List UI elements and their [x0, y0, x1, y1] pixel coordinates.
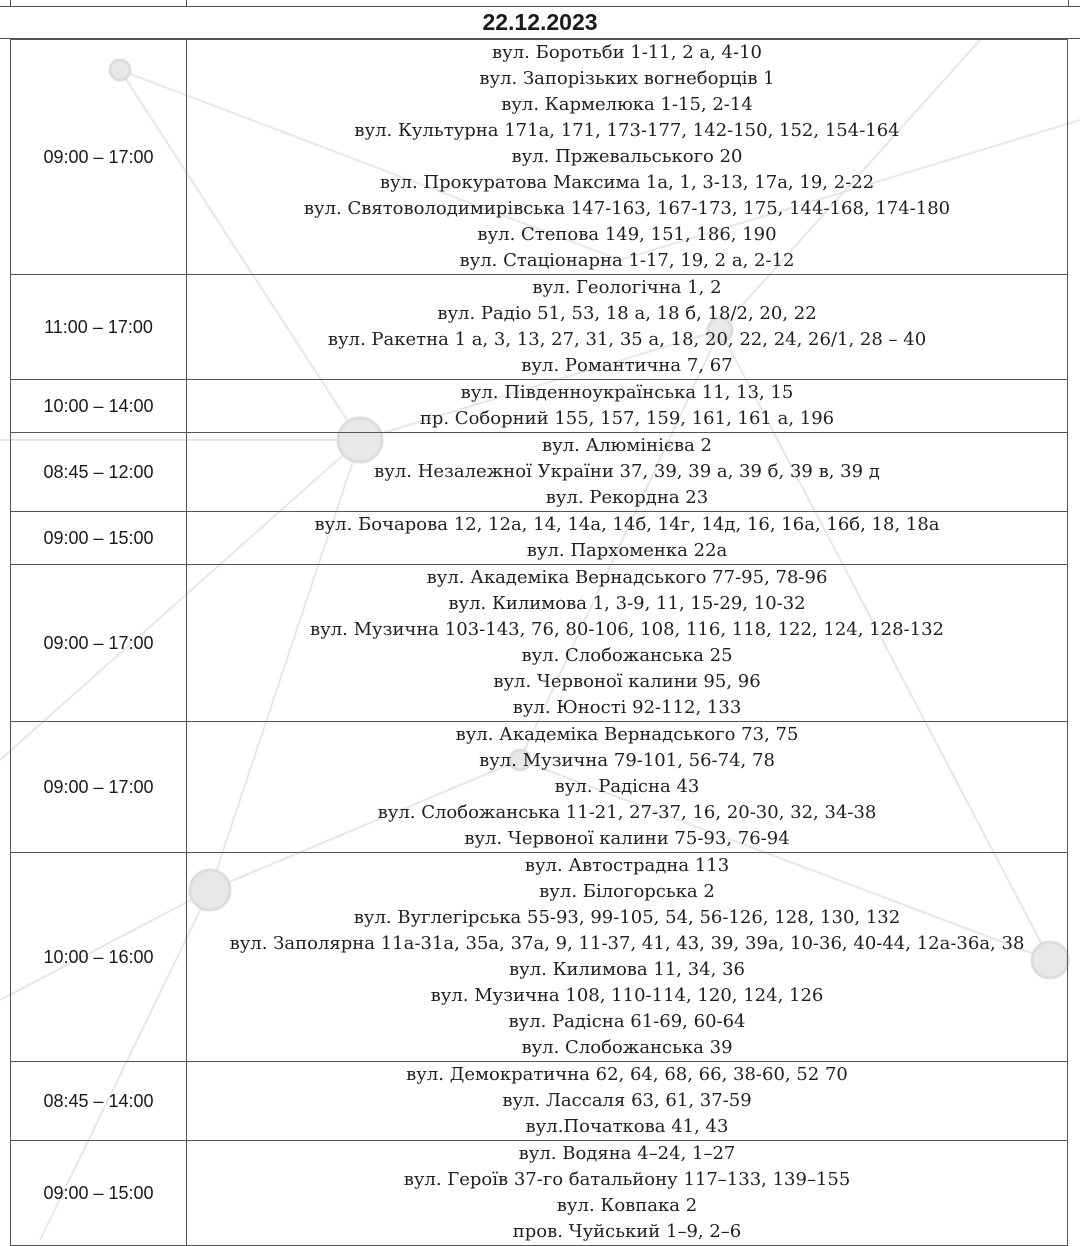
street-address-line: вул.Початкова 41, 43 [525, 1116, 729, 1137]
streets-cell [187, 853, 1068, 1062]
street-address-line: вул. Академіка Вернадського 77-95, 78-96 [426, 567, 828, 588]
street-address-line: вул. Килимова 1, 3-9, 11, 15-29, 10-32 [448, 593, 806, 614]
street-address-line: вул. Музична 108, 110-114, 120, 124, 126 [430, 985, 824, 1006]
schedule-row [11, 853, 1068, 1062]
street-address-line: вул. Музична 79-101, 56-74, 78 [479, 750, 775, 771]
street-address-line: вул. Південноукраїнська 11, 13, 15 [460, 382, 794, 403]
street-address-line: вул. Килимова 11, 34, 36 [509, 959, 745, 980]
streets-cell [187, 565, 1068, 722]
streets-cell [187, 1141, 1068, 1246]
street-address-line: вул. Прокуратова Максима 1а, 1, 3-13, 17а, 19, 2-22 [379, 172, 875, 193]
street-address-line: вул. Заполярна 11а-31а, 35а, 37а, 9, 11-37, 41, 43, 39, 39а, 10-36, 40-44, 12а-36а, 38 [229, 933, 1025, 954]
schedule-row [11, 1141, 1068, 1246]
streets-cell [187, 275, 1068, 380]
street-address-line: вул. Радісна 61-69, 60-64 [508, 1011, 746, 1032]
schedule-row [11, 1062, 1068, 1141]
time-range-cell: 10:00 – 14:00 [11, 380, 187, 433]
street-address-line: пров. Чуйський 1–9, 2–6 [512, 1221, 742, 1242]
street-address-line: вул. Червоної калини 75-93, 76-94 [464, 828, 790, 849]
time-range-cell: 09:00 – 17:00 [11, 565, 187, 722]
street-address-line: вул. Стаціонарна 1-17, 19, 2 а, 2-12 [459, 250, 795, 271]
street-address-line: вул. Романтична 7, 67 [521, 355, 733, 376]
street-address-line: вул. Боротьби 1-11, 2 а, 4-10 [491, 42, 762, 63]
streets-cell [187, 433, 1068, 512]
streets-cell [187, 1062, 1068, 1141]
street-address-line: вул. Пархоменка 22а [526, 540, 728, 561]
street-address-line: вул. Білогорська 2 [539, 881, 715, 902]
schedule-row [11, 275, 1068, 380]
street-address-line: вул. Запорізьких вогнеборців 1 [479, 68, 775, 89]
date-header: 22.12.2023 [0, 6, 1080, 39]
street-address-line: вул. Демократична 62, 64, 68, 66, 38-60, 52 70 [406, 1064, 848, 1085]
street-address-line: вул. Культурна 171а, 171, 173-177, 142-150, 152, 154-164 [354, 120, 900, 141]
street-address-line: вул. Автострадна 113 [524, 855, 730, 876]
time-range-cell: 10:00 – 16:00 [11, 853, 187, 1062]
streets-cell [187, 40, 1068, 275]
street-address-line: вул. Водяна 4–24, 1–27 [518, 1143, 736, 1164]
time-range-cell: 08:45 – 14:00 [11, 1062, 187, 1141]
schedule-row [11, 512, 1068, 565]
time-range-cell: 09:00 – 17:00 [11, 722, 187, 853]
street-address-line: вул. Геологічна 1, 2 [532, 277, 722, 298]
street-address-line: вул. Слобожанська 11-21, 27-37, 16, 20-30, 32, 34-38 [377, 802, 877, 823]
time-range-cell: 08:45 – 12:00 [11, 433, 187, 512]
street-address-line: вул. Ракетна 1 а, 3, 13, 27, 31, 35 а, 18, 20, 22, 24, 26/1, 28 – 40 [327, 329, 927, 350]
street-address-line: вул. Слобожанська 39 [521, 1037, 733, 1058]
street-address-line: вул. Пржевальського 20 [511, 146, 743, 167]
schedule-row [11, 565, 1068, 722]
street-address-line: вул. Бочарова 12, 12а, 14, 14а, 14б, 14г, 14д, 16, 16а, 16б, 18, 18а [314, 514, 940, 535]
street-address-line: вул. Юності 92-112, 133 [512, 697, 742, 718]
street-address-line: вул. Ковпака 2 [556, 1195, 698, 1216]
street-address-line: пр. Соборний 155, 157, 159, 161, 161 а, 196 [419, 408, 835, 429]
street-address-line: вул. Червоної калини 95, 96 [493, 671, 761, 692]
street-address-line: вул. Алюмінієва 2 [542, 435, 712, 456]
street-address-line: вул. Героїв 37-го батальйону 117–133, 139–155 [403, 1169, 851, 1190]
street-address-line: вул. Академіка Вернадського 73, 75 [455, 724, 799, 745]
street-address-line: вул. Радіо 51, 53, 18 а, 18 б, 18/2, 20, 22 [437, 303, 817, 324]
street-address-line: вул. Незалежної України 37, 39, 39 а, 39 б, 39 в, 39 д [374, 461, 880, 482]
schedule-row [11, 380, 1068, 433]
time-range-cell: 09:00 – 15:00 [11, 1141, 187, 1246]
time-range-cell: 11:00 – 17:00 [11, 275, 187, 380]
street-address-line: вул. Музична 103-143, 76, 80-106, 108, 116, 118, 122, 124, 128-132 [310, 619, 944, 640]
outage-schedule-table [10, 39, 1068, 1246]
street-address-line: вул. Вуглегірська 55-93, 99-105, 54, 56-126, 128, 130, 132 [353, 907, 901, 928]
streets-cell [187, 722, 1068, 853]
street-address-line: вул. Кармелюка 1-15, 2-14 [501, 94, 753, 115]
schedule-row [11, 40, 1068, 275]
time-range-cell: 09:00 – 17:00 [11, 40, 187, 275]
street-address-line: вул. Святоволодимирівська 147-163, 167-173, 175, 144-168, 174-180 [303, 198, 951, 219]
schedule-row [11, 433, 1068, 512]
streets-cell [187, 380, 1068, 433]
time-range-cell: 09:00 – 15:00 [11, 512, 187, 565]
street-address-line: вул. Слобожанська 25 [521, 645, 733, 666]
street-address-line: вул. Степова 149, 151, 186, 190 [477, 224, 777, 245]
streets-cell [187, 512, 1068, 565]
street-address-line: вул. Радісна 43 [554, 776, 700, 797]
schedule-row [11, 722, 1068, 853]
street-address-line: вул. Лассаля 63, 61, 37-59 [502, 1090, 752, 1111]
street-address-line: вул. Рекордна 23 [545, 487, 709, 508]
